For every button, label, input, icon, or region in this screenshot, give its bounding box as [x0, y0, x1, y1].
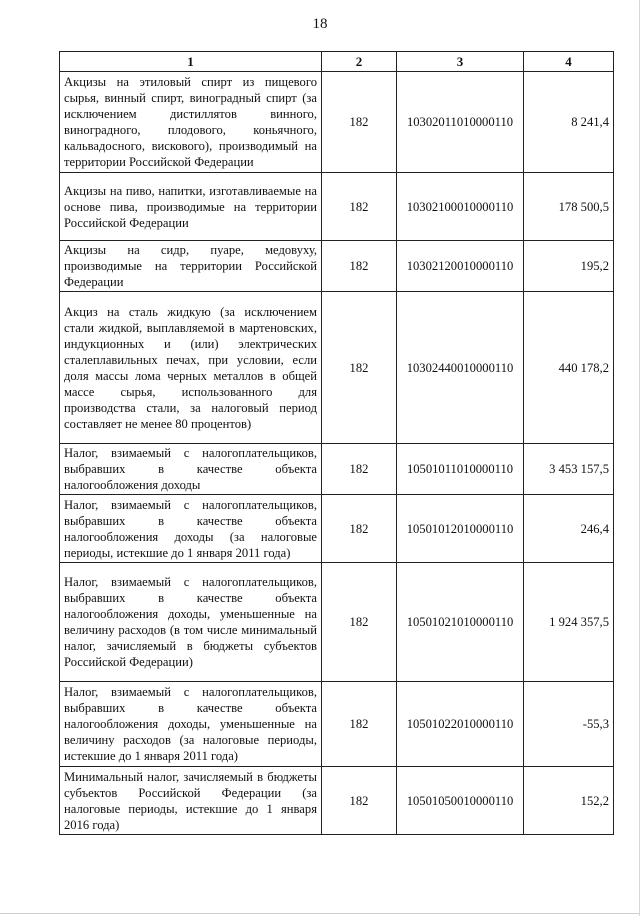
- kbk-code: 10302011010000110: [397, 72, 524, 173]
- kbk-code: 10302100010000110: [397, 173, 524, 241]
- revenue-name: Налог, взимаемый с налогоплательщиков, выбравших в качестве объекта налогообложения доходы, уменьшенные на величину расходов (в том числе минимальный налог, зачисляемый в бюджеты субъектов Российской Федерации): [60, 563, 322, 682]
- kbk-code: 10501012010000110: [397, 495, 524, 563]
- table-row: [60, 72, 614, 173]
- admin-code: 182: [322, 173, 397, 241]
- admin-code: 182: [322, 682, 397, 767]
- header-col-3: 3: [397, 52, 524, 72]
- kbk-code: 10501050010000110: [397, 767, 524, 835]
- table-row: [60, 563, 614, 682]
- revenue-name: Налог, взимаемый с налогоплательщиков, выбравших в качестве объекта налогообложения доходы: [60, 444, 322, 495]
- header-col-1: 1: [60, 52, 322, 72]
- admin-code: 182: [322, 563, 397, 682]
- header-col-4: 4: [524, 52, 614, 72]
- revenue-name: Налог, взимаемый с налогоплательщиков, выбравших в качестве объекта налогообложения доходы, уменьшенные на величину расходов (за налоговые периоды, истекшие до 1 января 2011 года): [60, 682, 322, 767]
- amount: 178 500,5: [524, 173, 614, 241]
- header-col-2: 2: [322, 52, 397, 72]
- table-row: [60, 444, 614, 495]
- amount: 3 453 157,5: [524, 444, 614, 495]
- table-row: [60, 767, 614, 835]
- kbk-code: 10302120010000110: [397, 241, 524, 292]
- admin-code: 182: [322, 767, 397, 835]
- revenue-name: Акциз на сталь жидкую (за исключением стали жидкой, выплавляемой в мартеновских, индукционных и (или) электрических сталеплавильных печах, при условии, если доля массы лома черных металлов в общей массе сырья, использованного для производства стали, за налоговый период составляет не менее 80 процентов): [60, 292, 322, 444]
- revenue-name: Налог, взимаемый с налогоплательщиков, выбравших в качестве объекта налогообложения доходы (за налоговые периоды, истекшие до 1 января 2011 года): [60, 495, 322, 563]
- table-row: [60, 292, 614, 444]
- table-row: [60, 495, 614, 563]
- table-header-row: [60, 52, 614, 72]
- kbk-code: 10302440010000110: [397, 292, 524, 444]
- admin-code: 182: [322, 495, 397, 563]
- table-row: [60, 173, 614, 241]
- revenue-table: [59, 51, 614, 835]
- admin-code: 182: [322, 241, 397, 292]
- amount: 1 924 357,5: [524, 563, 614, 682]
- amount: 440 178,2: [524, 292, 614, 444]
- amount: 8 241,4: [524, 72, 614, 173]
- admin-code: 182: [322, 444, 397, 495]
- page-number: 18: [312, 16, 328, 32]
- admin-code: 182: [322, 292, 397, 444]
- amount: 195,2: [524, 241, 614, 292]
- admin-code: 182: [322, 72, 397, 173]
- revenue-name: Акцизы на пиво, напитки, изготавливаемые на основе пива, производимые на территории Российской Федерации: [60, 173, 322, 241]
- kbk-code: 10501021010000110: [397, 563, 524, 682]
- amount: 246,4: [524, 495, 614, 563]
- amount: -55,3: [524, 682, 614, 767]
- table-row: [60, 241, 614, 292]
- kbk-code: 10501022010000110: [397, 682, 524, 767]
- revenue-name: Акцизы на сидр, пуаре, медовуху, производимые на территории Российской Федерации: [60, 241, 322, 292]
- amount: 152,2: [524, 767, 614, 835]
- bottom-edge: [0, 913, 640, 914]
- table-row: [60, 682, 614, 767]
- kbk-code: 10501011010000110: [397, 444, 524, 495]
- revenue-name: Акцизы на этиловый спирт из пищевого сырья, винный спирт, виноградный спирт (за исключением дистиллятов винного, виноградного, плодового, коньячного, кальвадосного, вискового), производимый на территории Российской Федерации: [60, 72, 322, 173]
- revenue-name: Минимальный налог, зачисляемый в бюджеты субъектов Российской Федерации (за налоговые периоды, истекшие до 1 января 2016 года): [60, 767, 322, 835]
